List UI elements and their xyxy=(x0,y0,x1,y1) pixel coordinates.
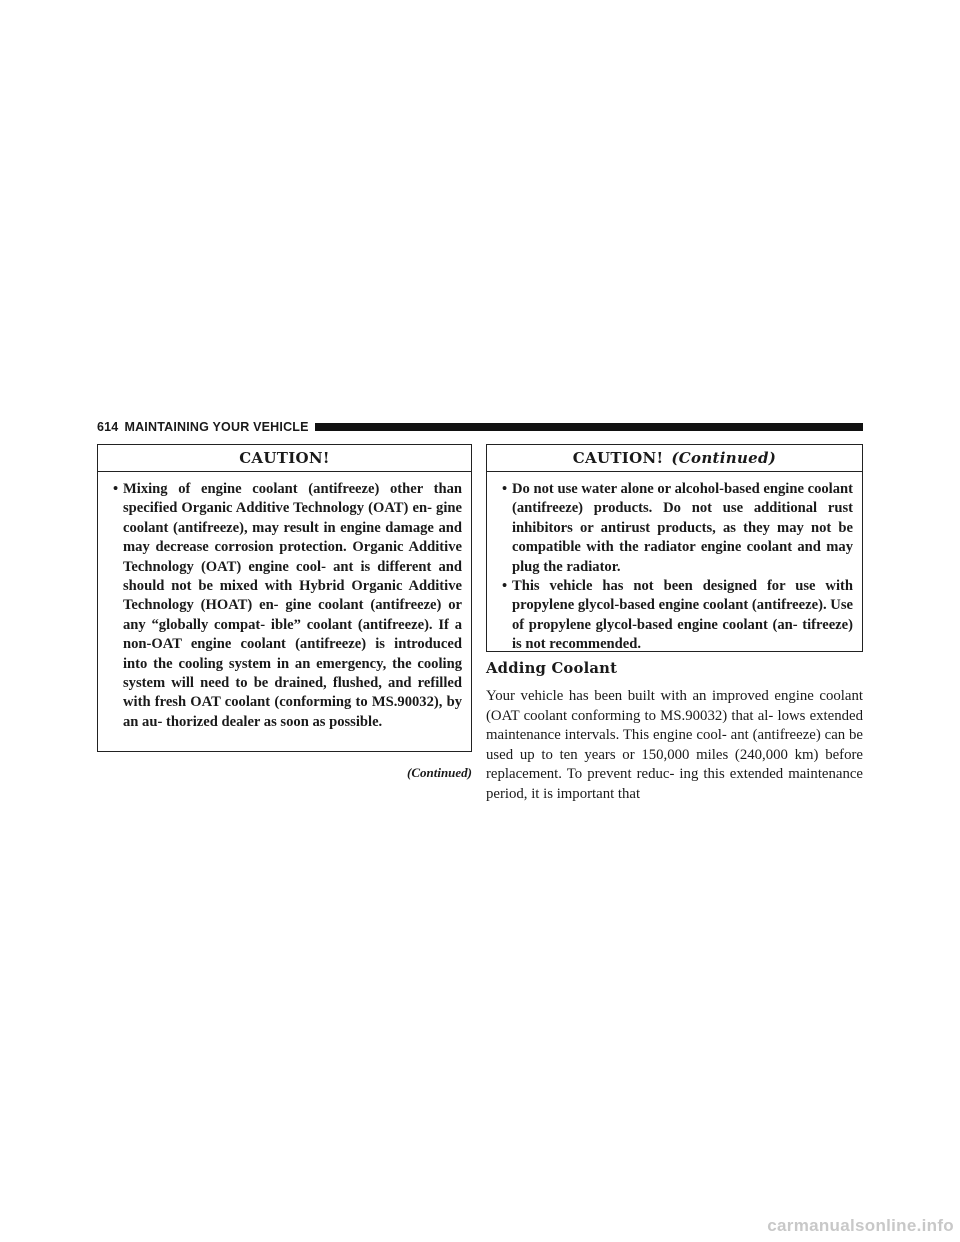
caution-title-continued: (Continued) xyxy=(671,449,777,467)
caution-bullet xyxy=(113,480,462,732)
header-rule xyxy=(315,423,863,431)
section-heading: Adding Coolant xyxy=(486,660,618,677)
caution-bullet-text: This vehicle has not been designed for use with propylene glycol-based engine coolant (antifreeze). Use of propylene glycol-based engine coolant (an- tifreeze) is not recommended. xyxy=(512,578,853,653)
section-paragraph: Your vehicle has been built with an improved engine coolant (OAT coolant conforming to MS.90032) that al- lows extended maintenance intervals. This engine cool- ant (antifreeze) can be used up to ten years or 150,000 miles (240,000 km) before replacement. To prevent reduc- ing this extended maintenance period, it is important that xyxy=(486,688,863,802)
caution-bullet xyxy=(502,480,853,577)
page-number: 614 xyxy=(97,420,119,434)
caution-title xyxy=(98,445,471,472)
watermark-logo: carmanualsonline.info xyxy=(767,1216,954,1235)
caution-title-text: CAUTION! xyxy=(239,449,330,467)
caution-title-text: CAUTION! xyxy=(572,449,664,467)
section-title: MAINTAINING YOUR VEHICLE xyxy=(124,420,309,434)
caution-body xyxy=(98,472,471,732)
caution-box-left xyxy=(97,444,472,752)
continued-note: (Continued) xyxy=(406,765,472,780)
caution-title xyxy=(487,445,862,472)
caution-bullet-text: Do not use water alone or alcohol-based engine coolant (antifreeze) products. Do not use additional rust inhibitors or antirust products, as they may not be compatible with the radiator engine coolant and may plug the radiator. xyxy=(512,481,853,575)
bullet-icon: • xyxy=(502,578,508,595)
caution-body xyxy=(487,472,862,655)
bullet-icon: • xyxy=(502,481,508,497)
caution-bullet xyxy=(502,577,853,655)
page-header xyxy=(97,419,863,435)
caution-bullet-text: Mixing of engine coolant (antifreeze) other than specified Organic Additive Technology (OAT) en- gine coolant (antifreeze), may result in engine damage and may decrease corrosion protection. Organic Additive Technology (OAT) engine cool- ant is different and should not be mixed with Hybrid Organic Additive Technology (HOAT) en- gine coolant (antifreeze) or any “globally compat- ible” coolant (antifreeze). If a non-OAT engine coolant (antifreeze) is introduced into the cooling system in an emergency, the cooling system will need to be drained, flushed, and refilled with fresh OAT coolant (conforming to MS.90032), by an au- thorized dealer as soon as possible. xyxy=(123,481,462,730)
caution-box-right xyxy=(486,444,863,652)
bullet-icon: • xyxy=(113,481,119,497)
